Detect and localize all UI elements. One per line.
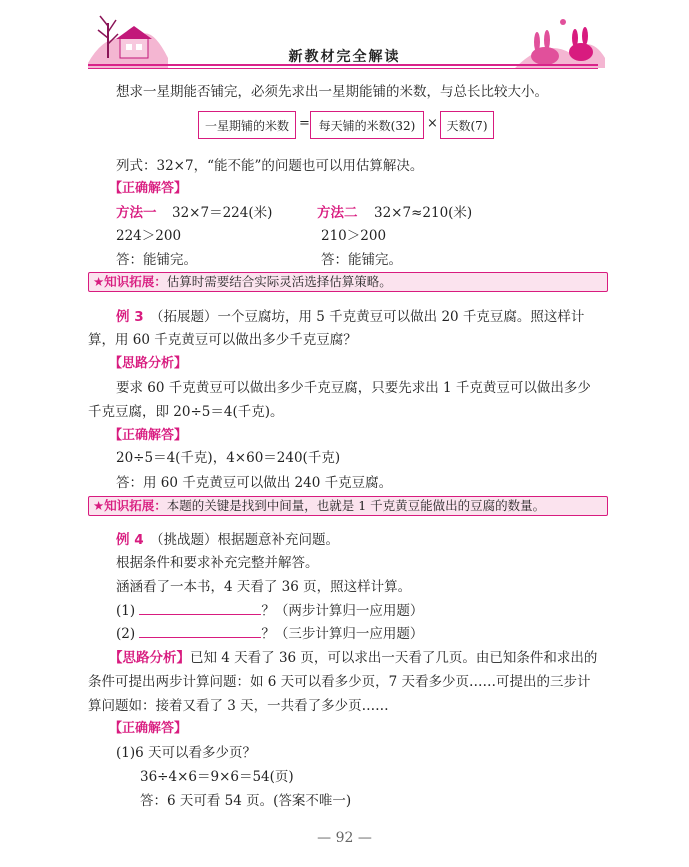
method2-label: 方法二 bbox=[317, 205, 358, 221]
method1-compare: 224＞200 bbox=[116, 228, 182, 244]
question-1 bbox=[116, 599, 423, 619]
analysis2-line1-row bbox=[109, 646, 597, 666]
answer-heading-1: 【正确解答】 bbox=[109, 181, 188, 196]
q2-tail: ？（三步计算归一应用题） bbox=[261, 626, 424, 642]
knowledge-banner-1 bbox=[88, 272, 608, 292]
solution4-line2: 36÷4×6＝9×6＝54(页) bbox=[140, 769, 294, 785]
analysis2-line2: 条件可提出两步计算问题：如 6 天可以看多少页，7 天看多少页……可提出的三步计 bbox=[88, 674, 591, 690]
example3-line2: 算，用 60 千克黄豆可以做出多少千克豆腐？ bbox=[88, 332, 357, 348]
formula-box-days: 天数(7) bbox=[440, 111, 494, 139]
example4-line1: （挑战题）根据题意补充问题。 bbox=[150, 532, 339, 548]
analysis-heading-2: 【思路分析】 bbox=[109, 650, 190, 666]
analysis1-line1: 要求 60 千克黄豆可以做出多少千克豆腐，只要先求出 1 千克黄豆可以做出多少 bbox=[116, 380, 591, 396]
example4-line3: 涵涵看了一本书，4 天看了 36 页，照这样计算。 bbox=[116, 579, 412, 595]
question-2 bbox=[116, 622, 423, 642]
example4-label: 例 4 bbox=[116, 532, 144, 548]
analysis-heading-1: 【思路分析】 bbox=[109, 356, 188, 371]
method1-expr: 32×7＝224(米) bbox=[172, 205, 273, 221]
banner1-label: ★知识拓展： bbox=[93, 274, 167, 289]
intro-text: 想求一星期能否铺完，必须先求出一星期能铺的米数，与总长比较大小。 bbox=[116, 84, 548, 100]
method1-answer: 答：能铺完。 bbox=[116, 252, 197, 268]
page-number: — 92 — bbox=[317, 830, 372, 846]
solution3-line2: 答：用 60 千克黄豆可以做出 240 千克豆腐。 bbox=[116, 475, 393, 491]
analysis2-line1: 已知 4 天看了 36 页，可以求出一天看了几页。由已知条件和求出的 bbox=[190, 650, 598, 666]
solution3-line1: 20÷5＝4(千克)，4×60＝240(千克) bbox=[116, 450, 341, 466]
answer-heading-2: 【正确解答】 bbox=[109, 428, 188, 443]
solution4-line1: (1)6 天可以看多少页？ bbox=[116, 745, 257, 761]
formula-box-daily: 每天铺的米数(32) bbox=[310, 111, 424, 139]
analysis1-line2: 千克豆腐，即 20÷5＝4(千克)。 bbox=[88, 404, 284, 420]
example3-line1: （拓展题）一个豆腐坊，用 5 千克黄豆可以做出 20 千克豆腐。照这样计 bbox=[150, 309, 585, 325]
method2-answer: 答：能铺完。 bbox=[321, 252, 402, 268]
solution4-line3: 答：6 天可看 54 页。(答案不唯一) bbox=[140, 793, 352, 809]
q2-blank[interactable] bbox=[139, 623, 261, 638]
equation-line: 列式：32×7，“能不能”的问题也可以用估算解决。 bbox=[116, 158, 424, 174]
answer-heading-3: 【正确解答】 bbox=[109, 721, 188, 736]
q2-number: (2) bbox=[116, 626, 136, 642]
formula-box-weekly: 一星期铺的米数 bbox=[198, 111, 296, 139]
formula-times: × bbox=[427, 116, 438, 131]
analysis2-line3: 算问题如：接着又看了 3 天，一共看了多少页…… bbox=[88, 698, 389, 714]
example3-label: 例 3 bbox=[116, 309, 144, 325]
formula-equals: = bbox=[299, 116, 310, 131]
method1-label: 方法一 bbox=[116, 205, 157, 221]
q1-tail: ？（两步计算归一应用题） bbox=[261, 603, 424, 619]
method2-compare: 210＞200 bbox=[321, 228, 387, 244]
q1-number: (1) bbox=[116, 603, 136, 619]
method2-expr: 32×7≈210(米) bbox=[374, 205, 473, 221]
header-title: 新教材完全解读 bbox=[288, 49, 401, 65]
knowledge-banner-2 bbox=[88, 496, 608, 516]
q1-blank[interactable] bbox=[139, 600, 261, 615]
banner2-text: 本题的关键是找到中间量，也就是 1 千克黄豆能做出的豆腐的数量。 bbox=[166, 498, 546, 513]
example4-line2: 根据条件和要求补充完整并解答。 bbox=[116, 555, 319, 571]
banner2-label: ★知识拓展： bbox=[93, 498, 167, 513]
banner1-text: 估算时需要结合实际灵活选择估算策略。 bbox=[166, 274, 392, 289]
